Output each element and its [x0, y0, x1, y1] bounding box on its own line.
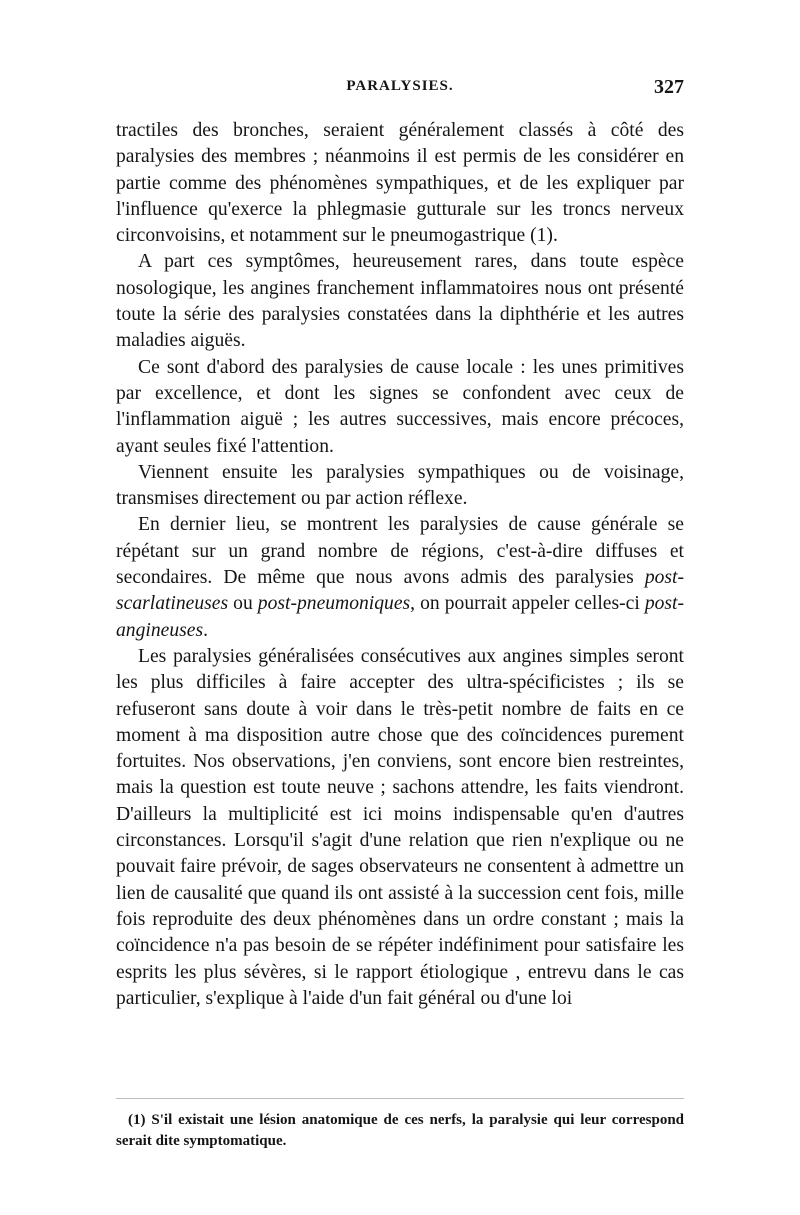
running-title: PARALYSIES.	[346, 78, 454, 94]
paragraph	[116, 249, 684, 354]
italic-term: post-angineuses	[116, 593, 684, 641]
italic-term: post-scarlatineuses	[116, 567, 684, 615]
text-segment: .	[203, 619, 208, 641]
footnote-divider	[116, 1098, 684, 1099]
body-text	[116, 118, 684, 1012]
italic-term: post-pneumoniques	[257, 593, 411, 615]
text-segment: ou	[228, 593, 258, 615]
paragraph	[116, 460, 684, 513]
paragraph	[116, 355, 684, 460]
page-header	[116, 74, 684, 102]
text-segment: , on pourrait appeler celles-ci	[410, 593, 645, 615]
paragraph	[116, 644, 684, 1012]
paragraph	[116, 512, 684, 643]
page-number: 327	[654, 76, 684, 98]
text-segment: Les paralysies généralisées consécutives aux angines simples seront les plus difficiles à faire accepter des ultra-spécificistes ; ils se refuseront sans doute à voir dans le très-petit nombre de faits en ce moment à ma disposition autre chose que des coïncidences purement fortuites. Nos observations, j'en conviens, sont encore bien restreintes, mais la question est toute neuve ; sachons attendre, les faits viendront. D'ailleurs la multiplicité est ici moins indispensable qu'en d'autres circonstances. Lorsqu'il s'agit d'une relation que rien n'explique ou ne pouvait faire prévoir, de sages observateurs ne consentent à admettre un lien de causalité que quand ils ont assisté à la succession cent fois, mille fois reproduite des deux phénomènes dans un ordre constant ; mais la coïncidence n'a pas besoin de se répéter indéfiniment pour satisfaire les esprits les plus sévères, si le rapport étiologique , entrevu dans le cas particulier, s'explique à l'aide d'un fait général ou d'une loi	[116, 645, 684, 1009]
footnote	[116, 1110, 684, 1152]
text-segment: A part ces symptômes, heureusement rares, dans toute espèce nosologique, les angines franchement inflammatoires nous ont présenté toute la série des paralysies constatées dans la diphthérie et les autres maladies aiguës.	[116, 251, 684, 352]
footnote-text: S'il existait une lésion anatomique de ces nerfs, la paralysie qui leur correspond serait dite symptomatique.	[116, 1112, 684, 1149]
text-segment: Ce sont d'abord des paralysies de cause locale : les unes primitives par excellence, et dont les signes se confondent avec ceux de l'inflammation aiguë ; les autres successives, mais encore précoces, ayant seules fixé l'attention.	[116, 356, 684, 457]
text-segment: tractiles des bronches, seraient généralement classés à côté des paralysies des membres ; néanmoins il est permis de les considérer en partie comme des phénomènes sympathiques, et de les expliquer par l'influence qu'exerce la phlegmasie gutturale sur les troncs nerveux circonvoisins, et notamment sur le pneumogastrique (1).	[116, 120, 684, 247]
footnote-mark: (1)	[128, 1112, 146, 1128]
text-segment: En dernier lieu, se montrent les paralysies de cause générale se répétant sur un grand nombre de régions, c'est-à-dire diffuses et secondaires. De même que nous avons admis des paralysies	[116, 514, 684, 589]
text-segment: Viennent ensuite les paralysies sympathiques ou de voisinage, transmises directement ou par action réflexe.	[116, 461, 684, 510]
paragraph	[116, 118, 684, 249]
